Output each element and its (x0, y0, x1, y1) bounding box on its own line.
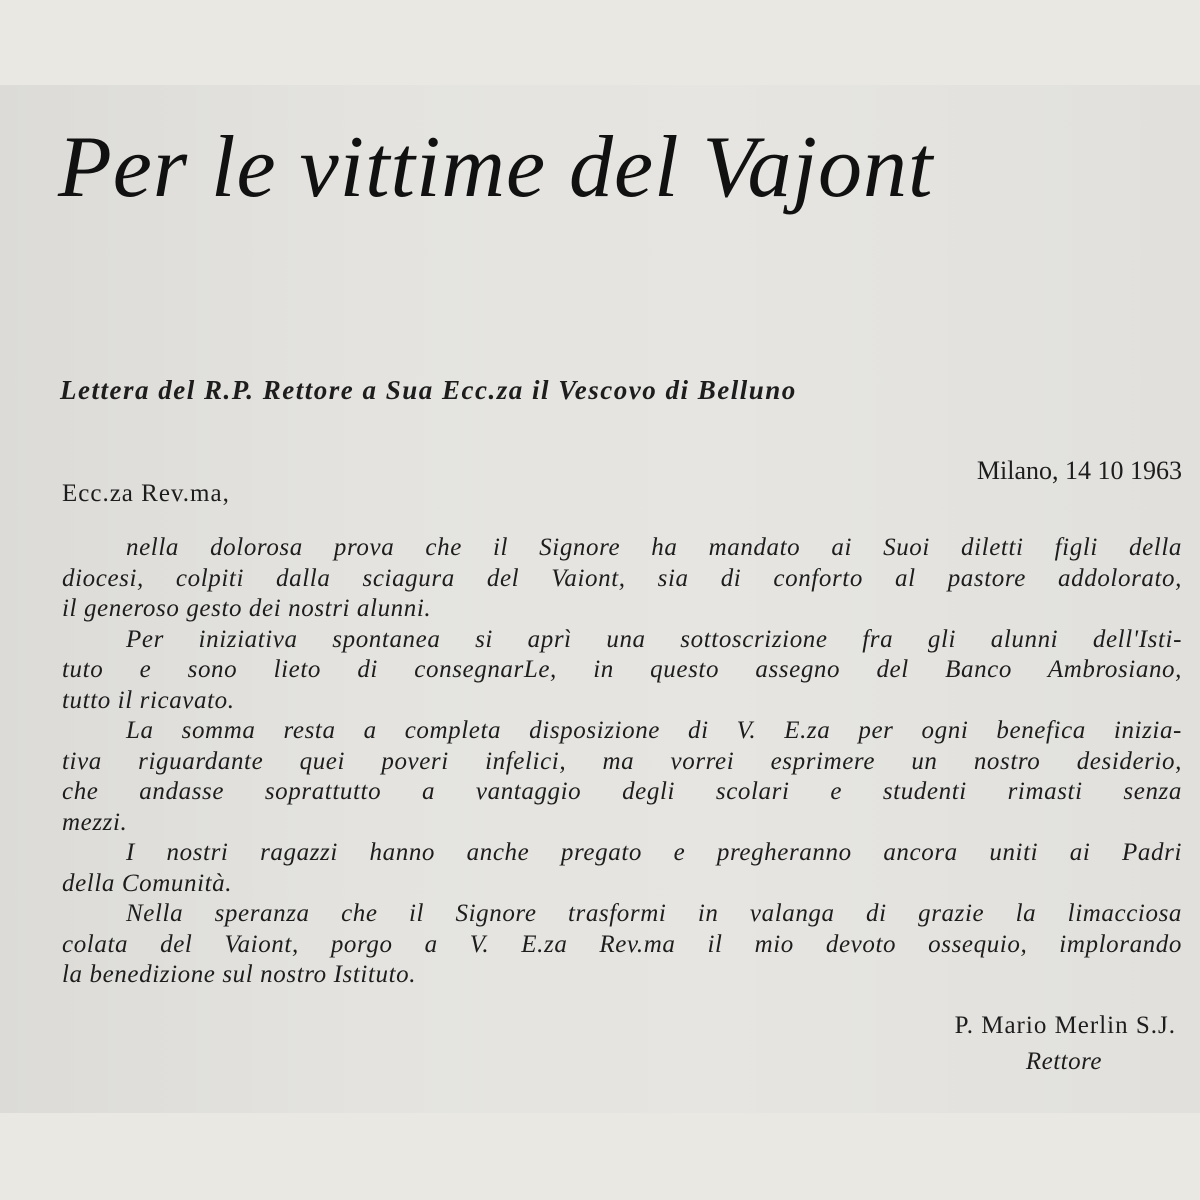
body-line: nella dolorosa prova che il Signore ha mandato ai Suoi diletti figli della (126, 534, 1182, 561)
body-line: tutto il ricavato. (62, 686, 235, 714)
body-line: della Comunità. (62, 869, 233, 897)
body-line: tuto e sono lieto di consegnarLe, in questo assegno del Banco Ambrosiano, (62, 656, 1182, 683)
body-line: colata del Vaiont, porgo a V. E.za Rev.ma il mio devoto ossequio, implorando (62, 930, 1182, 958)
body-line: La somma resta a completa disposizione di V. E.za per ogni benefica inizia- (126, 717, 1182, 744)
signature-role: Rettore (1025, 1048, 1102, 1075)
body-line: la benedizione sul nostro Istituto. (62, 961, 417, 988)
body-line: diocesi, colpiti dalla sciagura del Vaiont, sia di conforto al pastore addolorato, (62, 564, 1182, 592)
body-line: tiva riguardante quei poveri infelici, ma vorrei esprimere un nostro desiderio, (62, 747, 1182, 775)
scanned-page (0, 85, 1200, 1113)
body-line: Per iniziativa spontanea si aprì una sottoscrizione fra gli alunni dell'Isti- (126, 625, 1182, 653)
letter-subtitle: Lettera del R.P. Rettore a Sua Ecc.za il Vescovo di Belluno (60, 375, 797, 405)
place-date: Milano, 14 10 1963 (976, 456, 1182, 485)
salutation: Ecc.za Rev.ma, (62, 480, 230, 507)
signature-name: P. Mario Merlin S.J. (954, 1012, 1176, 1039)
body-line: Nella speranza che il Signore trasformi in valanga di grazie la limacciosa (126, 900, 1182, 927)
body-line: I nostri ragazzi hanno anche pregato e pregheranno ancora uniti ai Padri (126, 839, 1182, 866)
page-title: Per le vittime del Vajont (58, 119, 934, 216)
body-line: il generoso gesto dei nostri alunni. (62, 595, 432, 622)
body-line: che andasse soprattutto a vantaggio degli scolari e studenti rimasti senza (62, 778, 1182, 805)
letter-body (62, 533, 1182, 991)
body-line: mezzi. (62, 808, 128, 836)
